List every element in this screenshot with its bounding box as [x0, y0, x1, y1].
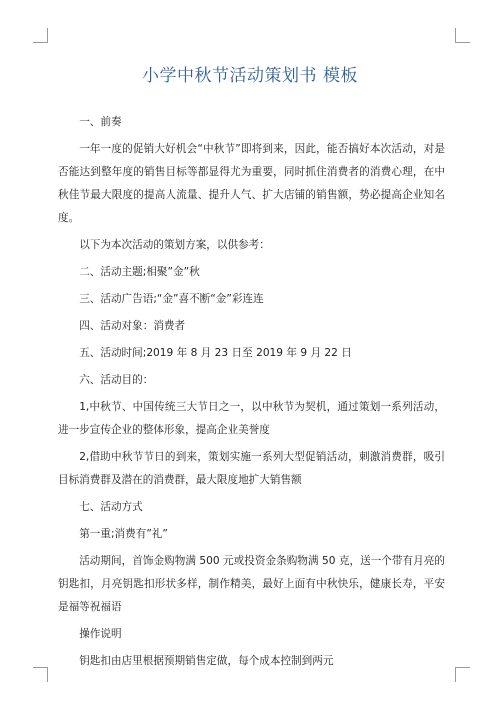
subsection-heading: 操作说明 — [79, 628, 122, 640]
body-paragraph: 1,中秋节、中国传统三大节日之一，以中秋节为契机，通过策划一系列活动，进一步宣传企业的整体形象，提高企业美誉度 — [58, 401, 445, 436]
document-body — [58, 111, 445, 677]
crop-mark-bottom-right — [455, 667, 470, 682]
section-heading-method: 七、活动方式 — [79, 501, 143, 513]
section-heading-theme: 二、活动主题;相聚”金”秋 — [79, 266, 200, 278]
crop-mark-bottom-left — [33, 667, 48, 682]
section-heading-slogan: 三、活动广告语;“金”喜不断“金”彩连连 — [79, 293, 264, 305]
subsection-heading: 第一重;消费有”礼” — [79, 528, 168, 540]
document-title: 小学中秋节活动策划书 模板 — [142, 66, 358, 86]
section-heading-purpose: 六、活动目的： — [79, 374, 154, 386]
body-paragraph: 一年一度的促销大好机会“中秋节”即将到来，因此，能否搞好本次活动，对是否能达到整年度的销售目标等都显得尤为重要，同时抓住消费者的消费心理，在中秋佳节最大限度的提高人流量、提升人气、扩大店铺的销售额，势必提高企业知名度。 — [58, 143, 445, 224]
body-paragraph: 以下为本次活动的策划方案，以供参考： — [79, 239, 270, 251]
body-paragraph: 2,借助中秋节节日的到来，策划实施一系列大型促销活动，刺激消费群，吸引目标消费群及潜在的消费群，最大限度地扩大销售额 — [58, 451, 445, 486]
section-heading-prelude: 一、前奏 — [79, 116, 122, 128]
body-paragraph: 钥匙扣由店里根据预期销售定做，每个成本控制到两元 — [79, 655, 334, 667]
crop-mark-top-left — [33, 28, 48, 43]
section-heading-time: 五、活动时间;2019 年 8 月 23 日至 2019 年 9 月 22 日 — [79, 347, 352, 359]
section-heading-audience: 四、活动对象：消费者 — [79, 320, 186, 332]
body-paragraph: 活动期间，首饰金购物满 500 元或投资金条购物满 50 克，送一个带有月亮的钥匙扣，月亮钥匙扣形状多样，制作精美，最好上面有中秋快乐，健康长寿，平安是福等祝福语 — [58, 555, 445, 613]
crop-mark-top-right — [455, 28, 470, 43]
